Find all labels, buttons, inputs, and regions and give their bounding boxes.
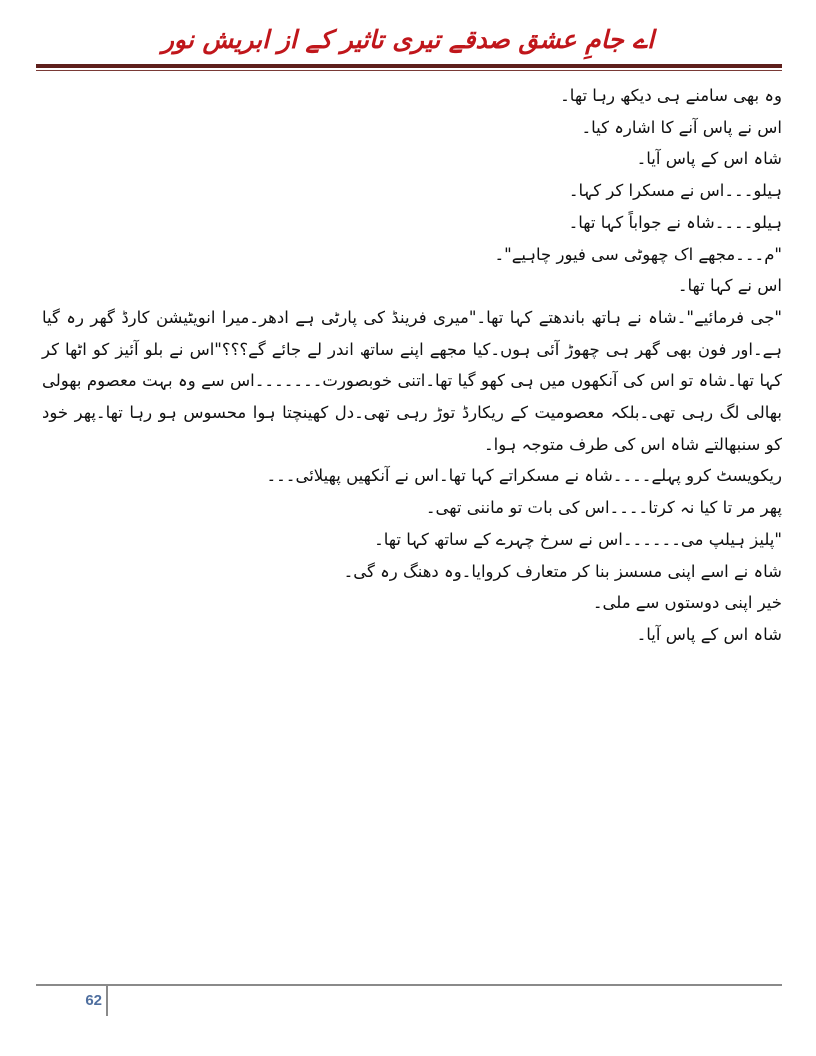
- paragraph: پھر مر تا کیا نہ کرتا۔۔۔۔اس کی بات تو ماننی تھی۔: [425, 498, 782, 518]
- paragraph: "م۔۔۔مجھے اک چھوٹی سی فیور چاہیے"۔: [494, 244, 782, 264]
- footer-divider: [106, 986, 108, 1016]
- paragraph: ہیلو۔۔۔۔شاہ نے جواباً کہا تھا۔: [568, 212, 782, 232]
- paragraph: اس نے کہا تھا۔: [677, 276, 782, 296]
- paragraph: ہیلو۔۔۔اس نے مسکرا کر کہا۔: [568, 181, 782, 201]
- paragraph: شاہ نے اسے اپنی مسسز بنا کر متعارف کروایا۔وہ دھنگ رہ گی۔: [343, 561, 782, 581]
- page-number: 62: [85, 992, 102, 1009]
- running-header-title: اے جامِ عشق صدقے تیری تاثیر کے از ابریش نور: [161, 25, 655, 54]
- paragraph: خیر اپنی دوستوں سے ملی۔: [592, 593, 782, 613]
- paragraph: اس نے پاس آنے کا اشارہ کیا۔: [581, 117, 782, 137]
- header-rule-thin: [36, 70, 782, 71]
- footer-rule: [36, 984, 782, 986]
- paragraph: "پلیز ہیلپ می۔۔۔۔۔۔اس نے سرخ چہرے کے ساتھ کہا تھا۔: [374, 529, 782, 549]
- paragraph: وہ بھی سامنے ہی دیکھ رہا تھا۔: [560, 86, 782, 105]
- paragraph: "جی فرمائیے"۔شاہ نے ہاتھ باندھتے کہا تھا۔"میری فرینڈ کی پارٹی ہے ادھر۔میرا انویٹیشن کارڈ گھر رہ گیا ہے۔اور فون بھی گھر ہی چھوڑ آئی ہوں۔کیا مجھے اپنے ساتھ اندر لے جائے گے؟؟؟"اس نے بلو آئیز کو اٹھا کر کہا تھا۔شاہ تو اس کی آنکھوں میں ہی کھو گیا تھا۔اتنی خوبصورت۔۔۔۔۔۔۔اس سے وہ بہت معصوم بھولی بھالی لگ رہی تھی۔بلکہ معصومیت کے ریکارڈ توڑ رہی تھی۔دل کھینچتا ہوا محسوس ہو رہا تھا۔پھر خود کو سنبھالتے شاہ اس کی طرف متوجہ ہوا۔: [42, 307, 782, 454]
- body-text: [42, 80, 782, 651]
- header-rule: [36, 64, 782, 68]
- paragraph: ریکویسٹ کرو پہلے۔۔۔۔شاہ نے مسکراتے کہا تھا۔اس نے آنکھیں پھیلائی۔۔۔: [266, 466, 782, 486]
- paragraph: شاہ اس کے پاس آیا۔: [636, 624, 782, 644]
- paragraph: شاہ اس کے پاس آیا۔: [636, 149, 782, 169]
